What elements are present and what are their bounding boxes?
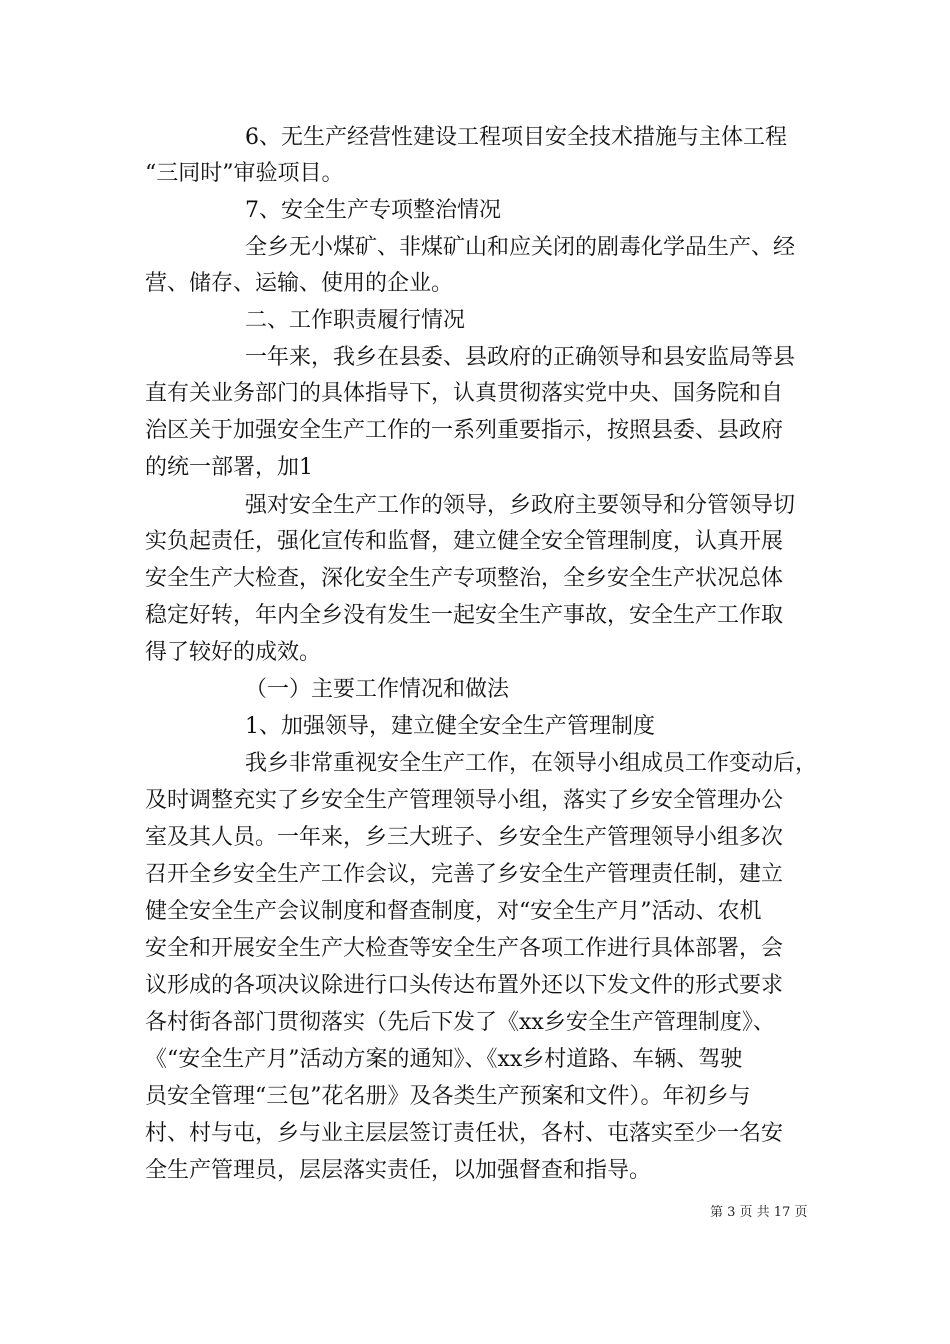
text-line: 及时调整充实了乡安全生产管理领导小组，落实了乡安全管理办公 xyxy=(145,788,784,813)
text-line: 安全生产大检查，深化安全生产专项整治，全乡安全生产状况总体 xyxy=(145,566,784,591)
text-line: 稳定好转，年内全乡没有发生一起安全生产事故，安全生产工作取 xyxy=(145,603,784,628)
text-line: 直有关业务部门的具体指导下，认真贯彻落实党中央、国务院和自 xyxy=(145,381,784,406)
text-line: 健全安全生产会议制度和督查制度，对“安全生产月”活动、农机 xyxy=(145,899,762,924)
text-line: 的统一部署，加1 xyxy=(145,455,313,480)
text-line: 召开全乡安全生产工作会议，完善了乡安全生产管理责任制，建立 xyxy=(145,862,784,887)
text-line: 营、储存、运输、使用的企业。 xyxy=(145,271,454,296)
text-line: 室及其人员。一年来，乡三大班子、乡安全生产管理领导小组多次 xyxy=(145,825,784,850)
text-line: 治区关于加强安全生产工作的一系列重要指示，按照县委、县政府 xyxy=(145,418,784,443)
page-number: 第 3 页 共 17 页 xyxy=(710,1205,808,1220)
text-line: 员安全管理“三包”花名册》及各类生产预案和文件）。年初乡与 xyxy=(145,1084,751,1109)
text-line: 全生产管理员，层层落实责任，以加强督查和指导。 xyxy=(145,1158,652,1183)
text-line: 全乡无小煤矿、非煤矿山和应关闭的剧毒化学品生产、经 xyxy=(245,235,796,260)
text-line: 强对安全生产工作的领导，乡政府主要领导和分管领导切 xyxy=(245,493,796,518)
section-heading: 1、加强领导，建立健全安全生产管理制度 xyxy=(245,714,655,739)
text-line: 6、无生产经营性建设工程项目安全技术措施与主体工程 xyxy=(245,125,787,150)
text-line: 我乡非常重视安全生产工作，在领导小组成员工作变动后， xyxy=(245,751,818,776)
text-line: 议形成的各项决议除进行口头传达布置外还以下发文件的形式要求 xyxy=(145,973,784,998)
text-line: “三同时”审验项目。 xyxy=(145,161,344,186)
text-line: 《“安全生产月”活动方案的通知》、《xx乡村道路、车辆、驾驶 xyxy=(145,1047,743,1072)
section-heading: 7、安全生产专项整治情况 xyxy=(245,198,501,223)
text-line: 村、村与屯，乡与业主层层签订责任状，各村、屯落实至少一名安 xyxy=(145,1121,784,1146)
text-line: 安全和开展安全生产大检查等安全生产各项工作进行具体部署，会 xyxy=(145,936,784,961)
text-line: 实负起责任，强化宣传和监督，建立健全安全管理制度，认真开展 xyxy=(145,529,784,554)
text-line: 一年来，我乡在县委、县政府的正确领导和县安监局等县 xyxy=(245,345,796,370)
section-heading: （一）主要工作情况和做法 xyxy=(245,677,510,702)
section-heading: 二、工作职责履行情况 xyxy=(245,308,466,333)
text-line: 各村街各部门贯彻落实（先后下发了《xx乡安全生产管理制度》、 xyxy=(145,1010,775,1035)
text-line: 得了较好的成效。 xyxy=(145,640,322,665)
